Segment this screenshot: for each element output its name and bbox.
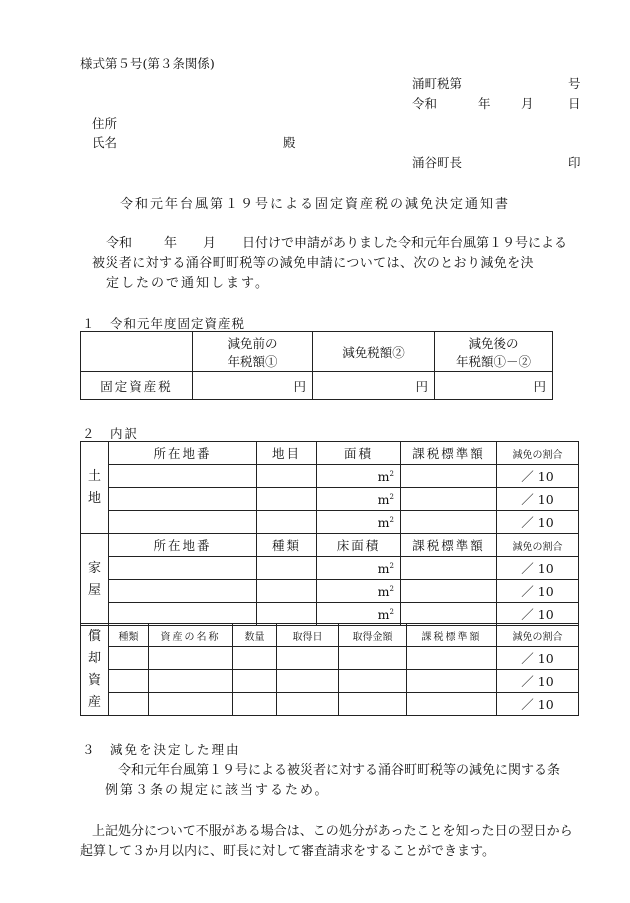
- issuer: 涌谷町長: [412, 155, 463, 170]
- summary-blank-header: [81, 332, 193, 372]
- intro-line3: 定したので通知します。: [106, 276, 270, 291]
- intro-line2: 被災者に対する涌谷町町税等の減免申請については、次のとおり減免を決: [92, 256, 534, 271]
- land-label: 土 地: [81, 442, 109, 534]
- table-row: [81, 693, 579, 716]
- after-tax-header: 減免後の 年税額①－②: [435, 332, 553, 372]
- section2-number: ２: [82, 426, 95, 441]
- reduction-header: 減免税額②: [313, 332, 435, 372]
- asset-type-header: 種類: [109, 624, 149, 647]
- area-unit: $m^2$: [317, 603, 401, 626]
- ratio-cell: ／ 10: [497, 693, 579, 716]
- house-type-header: 種類: [257, 534, 317, 557]
- honorific: 殿: [283, 135, 296, 150]
- ratio-cell: ／ 10: [497, 465, 579, 488]
- section1-number: １: [82, 316, 95, 331]
- form-number: 様式第５号(第３条関係): [80, 56, 215, 71]
- reduction-yen: 円: [313, 372, 435, 400]
- section3-heading: 減免を決定した理由: [110, 742, 241, 757]
- acquisition-amount-header: 取得金額: [339, 624, 407, 647]
- table-row: [81, 647, 579, 670]
- asset-name-header: 資産の名称: [149, 624, 233, 647]
- house-floor-area-header: 床面積: [317, 534, 401, 557]
- doc-number-label: 涌町税第: [412, 76, 463, 91]
- ratio-cell: ／ 10: [497, 580, 579, 603]
- ratio-cell: ／ 10: [497, 488, 579, 511]
- date-day: 日: [568, 96, 581, 111]
- ratio-cell: ／ 10: [497, 647, 579, 670]
- land-taxable-header: 課税標準額: [401, 442, 497, 465]
- date-year: 年: [478, 96, 491, 111]
- depreciable-assets-table: [80, 623, 579, 716]
- date-month: 月: [521, 96, 534, 111]
- reason-line2: 例第３条の規定に該当するため。: [105, 783, 330, 798]
- appeal-notice-line1: 上記処分について不服がある場合は、この処分があったことを知った日の翌日から: [92, 824, 573, 839]
- address-label: 住所: [92, 116, 118, 131]
- house-location-header: 所在地番: [109, 534, 257, 557]
- section1-heading: 令和元年度固定資産税: [110, 316, 246, 331]
- table-row: [81, 580, 579, 603]
- intro-month: 月: [203, 236, 217, 251]
- document-title: 令和元年台風第１９号による固定資産税の減免決定通知書: [120, 197, 511, 212]
- intro-line1: 日付けで申請がありました令和元年台風第１９号による: [242, 236, 568, 251]
- land-area-header: 面積: [317, 442, 401, 465]
- row-label-fixed-asset-tax: 固定資産税: [81, 372, 193, 400]
- table-row: [81, 465, 579, 488]
- area-unit: $m^2$: [317, 557, 401, 580]
- intro-era: 令和: [106, 236, 133, 251]
- house-taxable-header: 課税標準額: [401, 534, 497, 557]
- date-era: 令和: [412, 96, 438, 111]
- tax-summary-table: [80, 331, 553, 400]
- intro-year: 年: [164, 236, 178, 251]
- ratio-cell: ／ 10: [497, 603, 579, 626]
- name-label: 氏名: [92, 135, 118, 150]
- doc-number-suffix: 号: [568, 76, 581, 91]
- asset-ratio-header: 減免の割合: [497, 624, 579, 647]
- before-tax-header: 減免前の 年税額①: [193, 332, 313, 372]
- asset-quantity-header: 数量: [233, 624, 277, 647]
- land-category-header: 地目: [257, 442, 317, 465]
- appeal-notice-line2: 起算して３か月以内に、町長に対して審査請求をすることができます。: [80, 844, 495, 859]
- acquisition-date-header: 取得日: [277, 624, 339, 647]
- land-location-header: 所在地番: [109, 442, 257, 465]
- seal-mark: 印: [568, 155, 581, 170]
- area-unit: $m^2$: [317, 511, 401, 534]
- table-row: [81, 488, 579, 511]
- table-row: [81, 670, 579, 693]
- table-row: [81, 511, 579, 534]
- table-row: [81, 557, 579, 580]
- depreciable-label: 償 却 資 産: [81, 624, 109, 716]
- land-ratio-header: 減免の割合: [497, 442, 579, 465]
- before-tax-yen: 円: [193, 372, 313, 400]
- after-tax-yen: 円: [435, 372, 553, 400]
- ratio-cell: ／ 10: [497, 511, 579, 534]
- area-unit: $m^2$: [317, 465, 401, 488]
- house-ratio-header: 減免の割合: [497, 534, 579, 557]
- section2-heading: 内訳: [110, 426, 140, 441]
- reason-line1: 令和元年台風第１９号による被災者に対する涌谷町町税等の減免に関する条: [118, 763, 561, 778]
- house-label: 家 屋: [81, 534, 109, 626]
- ratio-cell: ／ 10: [497, 670, 579, 693]
- area-unit: $m^2$: [317, 580, 401, 603]
- asset-taxable-header: 課税標準額: [407, 624, 497, 647]
- breakdown-table: [80, 441, 579, 626]
- section3-number: ３: [82, 742, 95, 757]
- ratio-cell: ／ 10: [497, 557, 579, 580]
- area-unit: $m^2$: [317, 488, 401, 511]
